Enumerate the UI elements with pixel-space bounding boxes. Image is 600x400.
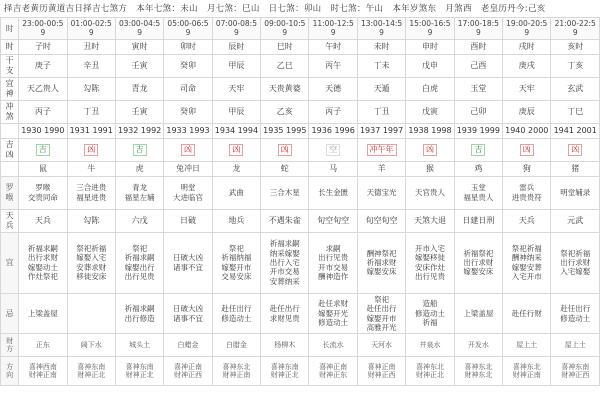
cell-luck[interactable] [115,138,163,161]
cell-branch[interactable]: 申时 [406,39,454,54]
cell-luck[interactable] [454,138,502,161]
cell-ji: 赴任求财 嫁娶开光 修造动土 [309,293,357,334]
cell-stem: 甲辰 [212,54,260,77]
table-row-zodiac [1,161,600,176]
cell-nayin: 长生金匮 [309,176,357,209]
cell-caifang: 开发水 [454,334,502,357]
cell-ji: 祭祀 赴任出行 嫁娶开市 高雅开光 [357,293,405,334]
cell-tianbing: 元武 [551,209,600,232]
cell-clash: 癸卯 [164,100,212,123]
table-row-luck [1,138,600,161]
cell-clash-year: 1936 1996 [309,123,357,138]
row-label-luck: 吉 凶 [1,138,19,161]
title-segment-5: 本年岁煞东 [392,4,437,14]
cell-tianbing: 日破 [164,209,212,232]
cell-caifang: 正东 [19,334,67,357]
cell-ji: 赴任出行 求财见贵 [261,293,309,334]
cell-yi: 祭祀祈福 出行求财 入宅嫁娶 [551,232,600,293]
table-row-yi [1,232,600,293]
cell-branch[interactable]: 酉时 [454,39,502,54]
cell-clash: 甲辰 [212,100,260,123]
cell-tianbing: 天兵 [19,209,67,232]
cell-clash-year: 1940 2000 [503,123,551,138]
cell-yi: 祈福祭祀 出行求财 嫁娶安床 [454,232,502,293]
cell-caifang: 井泉水 [406,334,454,357]
table-row-caifang [1,334,600,357]
cell-stem: 乙巳 [261,54,309,77]
cell-hour: 09:00-10:59 [261,18,309,40]
table-row-hour [1,18,600,40]
cell-zodiac: 马 [309,161,357,176]
cell-hour: 19:00-20:59 [503,18,551,40]
cell-clash-year: 1937 1997 [357,123,405,138]
cell-tianbing: 旬空旬空 [309,209,357,232]
cell-stem: 壬寅 [115,54,163,77]
cell-yi: 祭祀 祈福求嗣 嫁娶出行 出行见贵 [115,232,163,293]
cell-direction: 喜神东北 财神正南 [503,357,551,386]
cell-clash-year: 1935 1995 [261,123,309,138]
cell-clash-year: 1930 1990 [19,123,67,138]
almanac-table [0,17,600,386]
cell-branch[interactable]: 午时 [309,39,357,54]
row-label-deity: 宜 神 [1,77,19,100]
title-segment-6: 月煞西 [445,4,472,14]
table-row-deity [1,77,600,100]
cell-hour: 15:00-16:59 [406,18,454,40]
cell-branch[interactable]: 丑时 [67,39,115,54]
cell-direction: 喜神西南 财神正南 [19,357,67,386]
cell-direction: 喜神东北 财神正北 [406,357,454,386]
title-segment-7: 老皇历丹今:己亥 [480,4,546,14]
cell-tianbing: 勾陈 [67,209,115,232]
cell-stem: 庚戌 [503,54,551,77]
table-row-ji [1,293,600,334]
cell-caifang: 白蜡金 [164,334,212,357]
cell-yi: 酬神祭祀 祈福求财 嫁娶安床 [357,232,405,293]
cell-caifang: 屋上土 [503,334,551,357]
cell-stem: 辛丑 [67,54,115,77]
luck-badge: 凶 [278,144,292,156]
cell-nayin: 雷兵 进贵贵符 [503,176,551,209]
title-segment-2: 月七煞：巳山 [206,4,260,14]
cell-zodiac: 牛 [67,161,115,176]
cell-direction: 喜神东南 财神正北 [115,357,163,386]
page-title [0,0,600,17]
row-label-branch: 时 [1,39,19,54]
cell-luck[interactable] [357,138,405,161]
row-label-zodiac [1,161,19,176]
cell-direction: 喜神东南 财神正北 [261,357,309,386]
cell-yi: 祭祀祈福 嫁娶入宅 安葬求财 移徙安床 [67,232,115,293]
cell-deity: 玄武 [551,77,600,100]
row-label-nayin: 罗 喉 [1,176,19,209]
table-row-branch [1,39,600,54]
cell-yi: 祈福求嗣 出行求财 嫁娶动土 作灶祭祀 [19,232,67,293]
cell-luck[interactable] [212,138,260,161]
cell-luck[interactable] [19,138,67,161]
cell-yi: 祈福求嗣 纳采嫁娶 出行入宅 开市交易 安葬纳采 [261,232,309,293]
title-segment-0: 择吉老黄历黄道吉日择吉七煞方 [4,4,128,14]
cell-nayin: 青龙 福星左辅 [115,176,163,209]
cell-ji: 上梁盖屋 [19,293,67,334]
table-row-clash [1,100,600,123]
cell-ji: 造船 修造动土 祈福 [406,293,454,334]
cell-clash: 庚辰 [503,100,551,123]
cell-deity: 青龙 [115,77,163,100]
cell-hour: 11:00-12:59 [309,18,357,40]
cell-zodiac: 兔冲日 [164,161,212,176]
cell-direction: 喜神东南 财神正西 [551,357,600,386]
cell-direction: 喜神东北 财神东北 [454,357,502,386]
row-label-clash-year [1,123,19,138]
cell-luck[interactable] [309,138,357,161]
cell-hour: 07:00-08:59 [212,18,260,40]
cell-deity: 司命 [164,77,212,100]
cell-branch[interactable]: 未时 [357,39,405,54]
cell-zodiac: 蛇 [261,161,309,176]
cell-zodiac: 龙 [212,161,260,176]
cell-tianbing: 天兵 [503,209,551,232]
cell-tianbing: 地兵 [212,209,260,232]
cell-yi: 求嗣 出行见贵 开市交易 酬神造作 [309,232,357,293]
luck-badge: 凶 [229,144,243,156]
cell-caifang: 屋上土 [551,334,600,357]
cell-direction: 喜神东北 财神正南 [212,357,260,386]
cell-tianbing: 旬空旬空 [357,209,405,232]
row-label-clash: 冲 煞 [1,100,19,123]
cell-nayin: 玉堂 福星贵人 [454,176,502,209]
cell-zodiac: 羊 [357,161,405,176]
luck-badge: 吉 [36,144,50,156]
cell-hour: 01:00-02:59 [67,18,115,40]
cell-hour: 13:00-14:59 [357,18,405,40]
cell-hour: 17:00-18:59 [454,18,502,40]
cell-clash: 乙亥 [261,100,309,123]
cell-stem: 己酉 [454,54,502,77]
cell-branch[interactable]: 巳时 [261,39,309,54]
cell-branch[interactable]: 亥时 [551,39,600,54]
cell-caifang: 白腊金 [212,334,260,357]
cell-clash-year: 1938 1998 [406,123,454,138]
title-segment-3: 日七煞：卯山 [268,4,322,14]
cell-direction: 喜神东南 财神正北 [67,357,115,386]
cell-stem: 丁未 [357,54,405,77]
cell-nayin: 三合进贵 福星进贵 [67,176,115,209]
cell-ji: 上梁盖屋 [454,293,502,334]
cell-nayin: 明堂辅录 [551,176,600,209]
cell-deity: 天德 [309,77,357,100]
luck-badge: 吉 [133,144,147,156]
table-row-tianbing [1,209,600,232]
cell-clash: 丙子 [19,100,67,123]
row-label-stem: 干 支 [1,54,19,77]
cell-clash: 壬寅 [115,100,163,123]
cell-zodiac: 猪 [551,161,600,176]
cell-nayin: 罗喉 交贵同命 [19,176,67,209]
title-segment-4: 时七煞：午山 [330,4,384,14]
table-row-stem [1,54,600,77]
cell-stem: 戊申 [406,54,454,77]
cell-caifang: 阔下水 [67,334,115,357]
cell-clash: 丁巳 [551,100,600,123]
cell-nayin: 天官贵人 [406,176,454,209]
cell-deity: 天乙贵人 [19,77,67,100]
cell-zodiac: 狗 [503,161,551,176]
cell-nayin: 天德宝光 [357,176,405,209]
cell-deity: 天贵黄婆 [261,77,309,100]
luck-badge: 吉 [471,144,485,156]
cell-yi: 开市入宅 嫁娶移徙 安床作灶 出行见贵 [406,232,454,293]
cell-nayin: 明堂 大进临官 [164,176,212,209]
cell-tianbing: 天煞大退 [406,209,454,232]
row-label-ji: 忌 [1,293,19,334]
cell-clash-year: 1933 1993 [164,123,212,138]
cell-clash-year: 1932 1992 [115,123,163,138]
cell-nayin: 武曲 [212,176,260,209]
cell-caifang: 杨柳木 [261,334,309,357]
cell-tianbing: 日建日刑 [454,209,502,232]
cell-stem: 庚子 [19,54,67,77]
cell-zodiac: 虎 [115,161,163,176]
cell-clash: 己卯 [454,100,502,123]
cell-clash-year: 1931 1991 [67,123,115,138]
cell-direction: 喜神正南 财神正西 [357,357,405,386]
table-row-direction [1,357,600,386]
cell-ji: 赴任行财 [503,293,551,334]
cell-luck[interactable] [164,138,212,161]
cell-hour: 21:00-22:59 [551,18,600,40]
cell-stem: 丁亥 [551,54,600,77]
cell-hour: 23:00-00:59 [19,18,67,40]
cell-deity: 勾陈 [67,77,115,100]
luck-badge: 冲午年 [367,144,397,156]
cell-zodiac: 鸡 [454,161,502,176]
cell-caifang: 长流水 [309,334,357,357]
title-segment-1: 本年七煞：未山 [136,4,198,14]
luck-badge: 凶 [84,144,98,156]
cell-ji: 祈福求嗣 出行修造 [115,293,163,334]
cell-branch[interactable]: 卯时 [164,39,212,54]
cell-yi: 祭祀 祈福纳福 嫁娶开市 交易安床 [212,232,260,293]
cell-clash-year: 1941 2001 [551,123,600,138]
cell-stem: 癸卯 [164,54,212,77]
cell-deity: 天遁 [357,77,405,100]
cell-ji: 赴任出行 修造动土 [551,293,600,334]
table-row-nayin [1,176,600,209]
cell-luck[interactable] [551,138,600,161]
cell-branch[interactable]: 戌时 [503,39,551,54]
cell-yi: 日破大凶 诸事不宜 [164,232,212,293]
cell-direction: 喜神正南 财神正西 [164,357,212,386]
cell-luck[interactable] [503,138,551,161]
cell-branch[interactable]: 辰时 [212,39,260,54]
luck-badge: 凶 [423,144,437,156]
cell-deity: 天牢 [212,77,260,100]
cell-tianbing: 不遇朱雀 [261,209,309,232]
cell-clash: 丙子 [309,100,357,123]
cell-luck[interactable] [261,138,309,161]
cell-caifang: 天河水 [357,334,405,357]
luck-badge: 凶 [181,144,195,156]
cell-branch[interactable]: 寅时 [115,39,163,54]
luck-badge: 凶 [568,144,582,156]
row-label-caifang: 财 方 [1,334,19,357]
cell-clash-year: 1939 1999 [454,123,502,138]
cell-caifang: 城头土 [115,334,163,357]
luck-badge: 凶 [520,144,534,156]
cell-hour: 03:00-04:59 [115,18,163,40]
cell-ji: 赴任出行 修造动土 [212,293,260,334]
luck-badge: 空 [326,144,340,156]
cell-stem: 丙午 [309,54,357,77]
cell-ji [67,293,115,334]
cell-clash: 丁丑 [357,100,405,123]
cell-zodiac: 猴 [406,161,454,176]
cell-clash: 戊寅 [406,100,454,123]
row-label-tianbing: 天 兵 [1,209,19,232]
table-row-clash-year [1,123,600,138]
cell-nayin: 三合木星 [261,176,309,209]
cell-hour: 05:00-06:59 [164,18,212,40]
cell-luck[interactable] [67,138,115,161]
cell-deity: 天牢 [503,77,551,100]
cell-deity: 白虎 [406,77,454,100]
cell-tianbing: 六戊 [115,209,163,232]
cell-luck[interactable] [406,138,454,161]
cell-branch[interactable]: 子时 [19,39,67,54]
row-label-hour: 时 [1,18,19,40]
cell-ji: 日破大凶 诸事不宜 [164,293,212,334]
row-label-yi: 宜 [1,232,19,293]
row-label-direction: 方 向 [1,357,19,386]
cell-clash: 丁丑 [67,100,115,123]
almanac-body [1,18,600,386]
cell-clash-year: 1934 1994 [212,123,260,138]
cell-direction: 喜神正南 财神正东 [309,357,357,386]
cell-yi: 祭祀祈福 酬神纳采 嫁娶安葬 入宅开市 [503,232,551,293]
cell-deity: 玉堂 [454,77,502,100]
cell-zodiac: 鼠 [19,161,67,176]
